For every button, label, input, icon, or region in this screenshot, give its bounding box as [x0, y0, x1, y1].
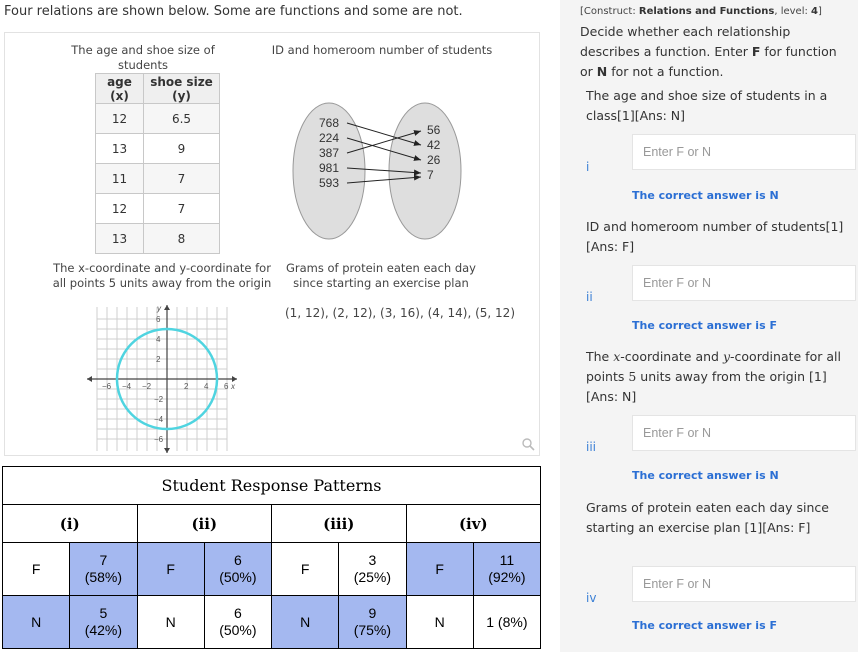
response-letter: F: [137, 543, 204, 596]
count-value: 6: [233, 552, 242, 568]
coord-caption-line1: The x-coordinate and y-coordinate for: [53, 261, 271, 275]
question-iii-text: [586, 347, 854, 407]
count-value: 9: [368, 605, 377, 621]
count-percent: (50%): [219, 622, 257, 638]
room-42: 42: [427, 138, 441, 152]
question-iv-text: Grams of protein eaten each day since starting an exercise plan [1][Ans: F]: [586, 500, 829, 535]
q-text-part: units away from the origin [1][Ans: N]: [586, 369, 827, 404]
id-981: 981: [319, 161, 340, 175]
protein-pairs: (1, 12), (2, 12), (3, 16), (4, 14), (5, 12): [285, 306, 515, 320]
correct-answer-ii: The correct answer is F: [632, 319, 777, 332]
q-text-part: The: [586, 349, 614, 364]
id-768: 768: [319, 116, 340, 130]
question-ii-text: ID and homeroom number of students[1][Ans: F]: [586, 219, 844, 254]
id-room-mapping-diagram: [291, 101, 481, 241]
room-range-oval: [389, 103, 461, 239]
age-cell: 13: [96, 224, 144, 254]
y-axis-label: y: [157, 304, 161, 313]
x-tick: −4: [122, 382, 132, 391]
response-count: [204, 543, 271, 596]
instr-part: Decide whether each relationship describes a function. Enter: [580, 24, 791, 59]
x-tick: −6: [102, 382, 112, 391]
shoe-cell: 6.5: [144, 104, 220, 134]
instr-part: for function or: [580, 44, 837, 79]
y-tick: 4: [156, 335, 161, 344]
answer-input-i[interactable]: [632, 134, 856, 170]
y-tick: 2: [156, 355, 161, 364]
instructions: [580, 22, 852, 82]
construct-prefix: [Construct:: [580, 6, 639, 17]
count-percent: (58%): [84, 569, 123, 585]
construct-name: Relations and Functions: [638, 6, 775, 17]
protein-caption: [281, 261, 481, 291]
num-5: 5: [628, 369, 637, 384]
response-letter: N: [3, 596, 70, 649]
instr-n: N: [596, 64, 608, 79]
response-letter: N: [137, 596, 204, 649]
response-count: [339, 596, 406, 649]
question-i-text: The age and shoe size of students in a class[1][Ans: N]: [586, 88, 828, 123]
var-y: y: [722, 349, 731, 364]
student-response-patterns-table: [2, 466, 541, 649]
id-caption: ID and homeroom number of students: [271, 43, 493, 57]
y-tick: −4: [154, 415, 164, 424]
coord-caption-line2: all points 5 units away from the origin: [52, 276, 272, 290]
x-axis-label: x: [231, 382, 235, 391]
pattern-header-iv: (iv): [406, 505, 541, 543]
count-percent: (50%): [219, 569, 257, 585]
age-cell: 12: [96, 104, 144, 134]
answer-input-ii[interactable]: [632, 265, 856, 301]
answer-input-iii[interactable]: [632, 415, 856, 451]
count-percent: (92%): [488, 569, 526, 585]
shoe-header: shoe size (y): [144, 74, 220, 104]
count-value: 11: [499, 552, 515, 568]
patterns-title: Student Response Patterns: [3, 467, 541, 505]
question-label-iii: iii: [586, 440, 597, 454]
shoe-cell: 8: [144, 224, 220, 254]
y-tick: 6: [156, 315, 161, 324]
shoe-cell: 7: [144, 164, 220, 194]
intro-text: Four relations are shown below. Some are functions and some are not.: [4, 4, 463, 19]
response-letter: F: [3, 543, 70, 596]
q-text-part: -coordinate and: [620, 349, 723, 364]
correct-answer-iv: The correct answer is F: [632, 619, 777, 632]
protein-caption-line1: Grams of protein eaten each day: [285, 261, 476, 275]
response-count: [473, 543, 540, 596]
response-count: [70, 596, 137, 649]
y-tick: −6: [154, 435, 164, 444]
pattern-header-i: (i): [3, 505, 138, 543]
x-tick: 2: [184, 382, 189, 391]
response-letter: F: [406, 543, 473, 596]
shoe-cell: 7: [144, 194, 220, 224]
age-header: age (x): [96, 74, 144, 104]
construct-suffix: ]: [818, 6, 822, 17]
count-percent: (75%): [353, 622, 392, 638]
q-text-part: -coordinate for all points: [586, 349, 841, 384]
count-percent: (42%): [84, 622, 123, 638]
room-26: 26: [427, 153, 441, 167]
age-shoe-table: [95, 73, 220, 254]
response-count: [70, 543, 137, 596]
count-value: 6: [233, 605, 242, 621]
var-x: x: [613, 349, 621, 364]
x-tick: 4: [204, 382, 209, 391]
relations-figure: [4, 32, 540, 456]
response-letter: N: [406, 596, 473, 649]
room-56: 56: [427, 123, 441, 137]
correct-answer-i: The correct answer is N: [632, 189, 779, 202]
response-count: 1 (8%): [473, 596, 540, 649]
zoom-icon[interactable]: [521, 437, 535, 451]
room-7: 7: [427, 168, 434, 182]
id-387: 387: [319, 146, 340, 160]
question-label-i: i: [586, 160, 590, 174]
instr-f: F: [751, 44, 761, 59]
answer-input-iv[interactable]: [632, 566, 856, 602]
x-tick: −2: [142, 382, 152, 391]
response-letter: F: [272, 543, 339, 596]
pattern-header-ii: (ii): [137, 505, 272, 543]
x-tick: 6: [224, 382, 229, 391]
age-cell: 13: [96, 134, 144, 164]
correct-answer-iii: The correct answer is N: [632, 469, 779, 482]
count-value: 7: [99, 552, 108, 568]
construct-level: 4: [811, 6, 818, 17]
pattern-header-iii: (iii): [272, 505, 407, 543]
age-caption: The age and shoe size of students: [71, 43, 215, 72]
age-cell: 11: [96, 164, 144, 194]
question-label-ii: ii: [586, 290, 593, 304]
construct-tag: [580, 6, 822, 17]
construct-mid: , level:: [774, 6, 812, 17]
y-tick: −2: [154, 395, 164, 404]
response-count: [204, 596, 271, 649]
count-percent: (25%): [353, 569, 392, 585]
id-593: 593: [319, 176, 340, 190]
question-label-iv: iv: [586, 591, 597, 605]
response-count: [339, 543, 406, 596]
protein-caption-line2: since starting an exercise plan: [293, 276, 469, 290]
shoe-cell: 9: [144, 134, 220, 164]
response-letter: N: [272, 596, 339, 649]
id-224: 224: [319, 131, 340, 145]
coord-caption: [47, 261, 277, 291]
instr-part: for not a function.: [607, 64, 724, 79]
age-cell: 12: [96, 194, 144, 224]
count-value: 5: [99, 605, 108, 621]
count-value: 3: [368, 552, 377, 568]
circle-graph: [85, 303, 245, 455]
